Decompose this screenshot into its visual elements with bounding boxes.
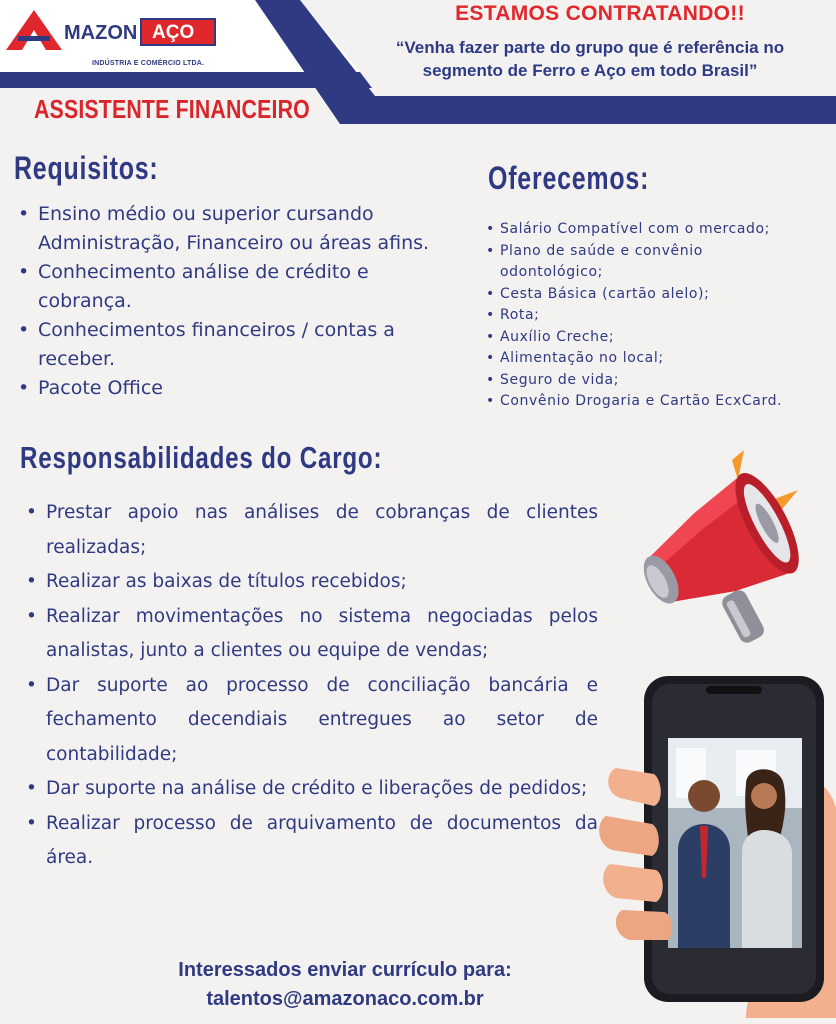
- logo-subtitle: INDÚSTRIA E COMÉRCIO LTDA.: [92, 60, 205, 67]
- responsibilities-list: [18, 496, 598, 876]
- contact-email[interactable]: talentos@amazonaco.com.br: [206, 988, 484, 1010]
- list-item: • Conhecimento análise de crédito e cobrança.: [12, 258, 408, 316]
- list-item: • Dar suporte na análise de crédito e liberações de pedidos;: [18, 772, 598, 807]
- job-title: ASSISTENTE FINANCEIRO: [34, 94, 310, 124]
- list-item: • Realizar movimentações no sistema negociadas pelos analistas, junto a clientes ou equipe de vendas;: [18, 600, 598, 669]
- list-item: • Conhecimentos financeiros / contas a receber.: [12, 316, 438, 374]
- list-item: • Convênio Drogaria e Cartão EcxCard.: [484, 391, 834, 413]
- company-logo: [6, 6, 226, 72]
- list-item: • Seguro de vida;: [484, 370, 834, 392]
- list-item: • Alimentação no local;: [484, 348, 834, 370]
- header-quote: [350, 36, 830, 82]
- quote-line-2: segmento de Ferro e Aço em todo Brasil”: [422, 61, 758, 80]
- offers-heading: Oferecemos:: [488, 160, 650, 196]
- smartphone-in-hand-icon: [596, 668, 836, 1018]
- list-item: • Dar suporte ao processo de conciliação bancária e fechamento decendiais entregues ao setor de contabilidade;: [18, 669, 598, 773]
- responsibilities-heading: Responsabilidades do Cargo:: [20, 440, 383, 475]
- list-item: • Realizar processo de arquivamento de documentos da área.: [18, 807, 598, 876]
- logo-name: MAZON: [64, 22, 138, 44]
- requirements-list: [12, 200, 462, 403]
- list-item: • Ensino médio ou superior cursando Administração, Financeiro ou áreas afins.: [12, 200, 462, 258]
- requirements-heading: Requisitos:: [14, 150, 159, 186]
- list-item: • Realizar as baixas de títulos recebidos;: [18, 565, 598, 600]
- list-item: • Cesta Básica (cartão alelo);: [484, 284, 834, 306]
- hiring-headline: ESTAMOS CONTRATANDO!!: [455, 2, 745, 25]
- logo-mark-icon: [6, 10, 62, 50]
- list-item: • Pacote Office: [12, 374, 462, 403]
- list-item: • Prestar apoio nas análises de cobranças de clientes realizadas;: [18, 496, 598, 565]
- offers-list: [484, 219, 834, 413]
- list-item: • Rota;: [484, 305, 834, 327]
- list-item: • Plano de saúde e convênio odontológico;: [484, 241, 770, 284]
- contact-footer: [100, 956, 590, 1014]
- megaphone-icon: [640, 450, 820, 660]
- quote-line-1: “Venha fazer parte do grupo que é referência no: [395, 38, 785, 57]
- contact-label: Interessados enviar currículo para:: [178, 959, 512, 981]
- list-item: • Salário Compatível com o mercado;: [484, 219, 834, 241]
- list-item: • Auxílio Creche;: [484, 327, 834, 349]
- logo-badge-text: AÇO: [152, 22, 195, 43]
